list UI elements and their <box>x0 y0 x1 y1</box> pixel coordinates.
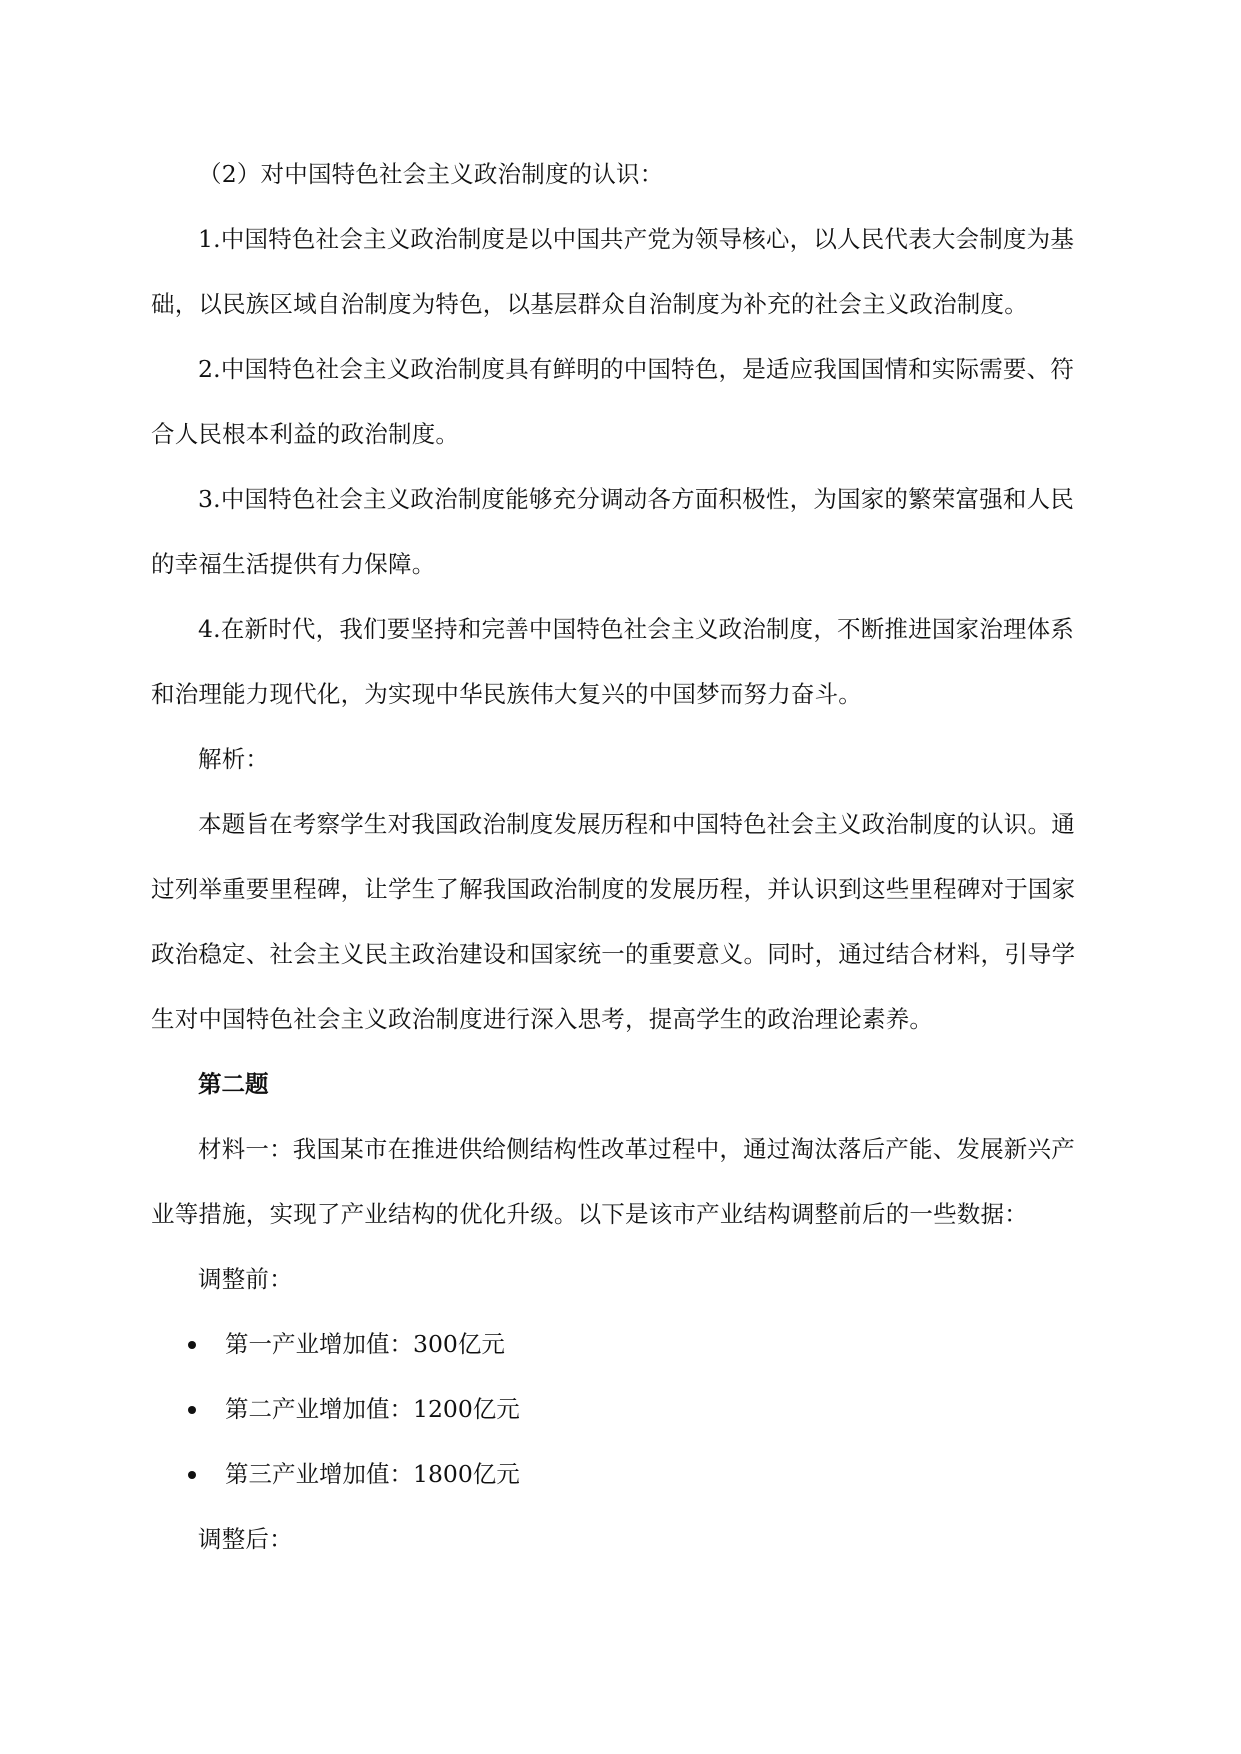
document-body <box>151 142 1091 1572</box>
list-item <box>151 1442 1091 1507</box>
paragraph-after-label: 调整后： <box>198 1525 293 1553</box>
bullet-icon <box>188 1471 196 1479</box>
list-item-text: 第一产业增加值：300亿元 <box>225 1330 505 1358</box>
before-data-list <box>151 1312 1091 1507</box>
bullet-icon <box>188 1341 196 1349</box>
paragraph-point-2: 2.中国特色社会主义政治制度具有鲜明的中国特色，是适应我国国情和实际需要、符合人民根本利益的政治制度。 <box>151 355 1075 448</box>
paragraph-section-2-title: （2）对中国特色社会主义政治制度的认识： <box>198 160 664 188</box>
paragraph-point-1: 1.中国特色社会主义政治制度是以中国共产党为领导核心，以人民代表大会制度为基础，以民族区域自治制度为特色，以基层群众自治制度为补充的社会主义政治制度。 <box>151 225 1075 318</box>
paragraph-analysis-label: 解析： <box>198 745 270 773</box>
paragraph-point-3: 3.中国特色社会主义政治制度能够充分调动各方面积极性，为国家的繁荣富强和人民的幸福生活提供有力保障。 <box>151 485 1075 578</box>
list-item <box>151 1312 1091 1377</box>
paragraph-analysis-body: 本题旨在考察学生对我国政治制度发展历程和中国特色社会主义政治制度的认识。通过列举重要里程碑，让学生了解我国政治制度的发展历程，并认识到这些里程碑对于国家政治稳定、社会主义民主政治建设和国家统一的重要意义。同时，通过结合材料，引导学生对中国特色社会主义政治制度进行深入思考，提高学生的政治理论素养。 <box>151 810 1076 1033</box>
paragraph-point-4: 4.在新时代，我们要坚持和完善中国特色社会主义政治制度，不断推进国家治理体系和治理能力现代化，为实现中华民族伟大复兴的中国梦而努力奋斗。 <box>151 615 1075 708</box>
list-item-text: 第二产业增加值：1200亿元 <box>225 1395 520 1423</box>
paragraph-before-label: 调整前： <box>198 1265 293 1293</box>
list-item-text: 第三产业增加值：1800亿元 <box>225 1460 520 1488</box>
bullet-icon <box>188 1406 196 1414</box>
paragraph-material-1: 材料一：我国某市在推进供给侧结构性改革过程中，通过淘汰落后产能、发展新兴产业等措施，实现了产业结构的优化升级。以下是该市产业结构调整前后的一些数据： <box>151 1135 1075 1228</box>
list-item <box>151 1377 1091 1442</box>
section-heading: 第二题 <box>198 1070 269 1098</box>
